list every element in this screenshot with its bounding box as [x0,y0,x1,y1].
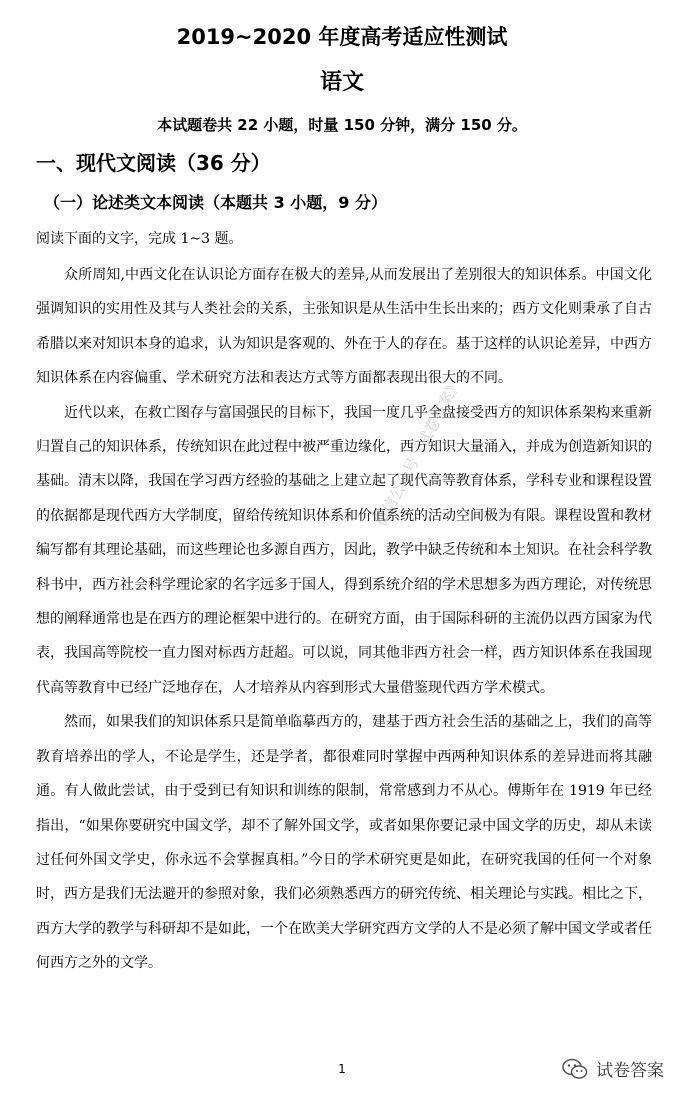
exam-info: 本试题卷共 22 小题，时量 150 分钟，满分 150 分。 [157,116,527,134]
paragraph-3: 然而，如果我们的知识体系只是简单临摹西方的，建基于西方社会生活的基础之上，我们的高等教育培养出的学人，不论是学生，还是学者，都很难同时掌握中西两种知识体系的差异进而将其融通。有人做此尝试，由于受到已有知识和训练的限制，常常感到力不从心。傅斯年在 1919 年已经指出，“如果你要研究中国文学，却不了解外国文学，或者如果你要记录中国文学的历史，却从未读过任何外国文学史，你永远不会掌握真相。”今日的学术研究更是如此，在研究我国的任何一个对象时，西方是我们无法避开的参照对象，我们必须熟悉西方的研究传统、相关理论与实践。相比之下，西方大学的教学与科研却不是如此，一个在欧美大学研究西方文学的人不是必须了解中国文学或者任何西方之外的文学。 [36,714,652,972]
wechat-icon [562,1058,588,1080]
section-title: 一、现代文阅读（36 分） [36,151,271,175]
paragraph-2: 近代以来，在救亡图存与富国强民的目标下，我国一度几乎全盘接受西方的知识体系架构来重新归置自己的知识体系，传统知识在此过程中被严重边缘化，西方知识大量涌入，并成为创造新知识的基础。清末以降，我国在学习西方经验的基础之上建立起了现代高等教育体系，学科专业和课程设置的依据都是现代西方大学制度，留给传统知识体系和价值系统的活动空间极为有限。课程设置和教材编写都有其理论基础，而这些理论也多源自西方，因此，教学中缺乏传统和本土知识。在社会科学教科书中，西方社会科学理论家的名字远多于国人，得到系统介绍的学术思想多为西方理论，对传统思想的阐释通常也是在西方的理论框架中进行的。在研究方面，由于国际科研的主流仍以西方国家为代表，我国高等院校一直力图对标西方赶超。可以说，同其他非西方社会一样，西方知识体系在我国现代高等教育中已经广泛地存在，人才培养从内容到形式大量借鉴现代西方学术模式。 [36,404,652,696]
watermark: 微信公众号《试卷答案》 [371,375,466,530]
reading-passage [36,258,652,981]
paragraph-1: 众所周知,中西文化在认识论方面存在极大的差异,从而发展出了差别很大的知识体系。中国文化强调知识的实用性及其与人类社会的关系，主张知识是从生活中生长出来的；西方文化则秉承了自古希腊以来对知识本身的追求，认为知识是客观的、外在于人的存在。基于这样的认识论差异，中西方知识体系在内容偏重、学术研究方法和表达方式等方面都表现出很大的不同。 [36,267,652,387]
brand-label: 试卷答案 [596,1061,664,1081]
subsection-title: （一）论述类文本阅读（本题共 3 小题，9 分） [44,193,387,212]
page-number: 1 [338,1062,346,1076]
reading-instruction: 阅读下面的文字，完成 1~3 题。 [36,231,243,247]
subject-title: 语文 [319,70,364,95]
exam-title: 2019~2020 年度高考适应性测试 [176,25,508,49]
footer-brand [562,1056,664,1081]
